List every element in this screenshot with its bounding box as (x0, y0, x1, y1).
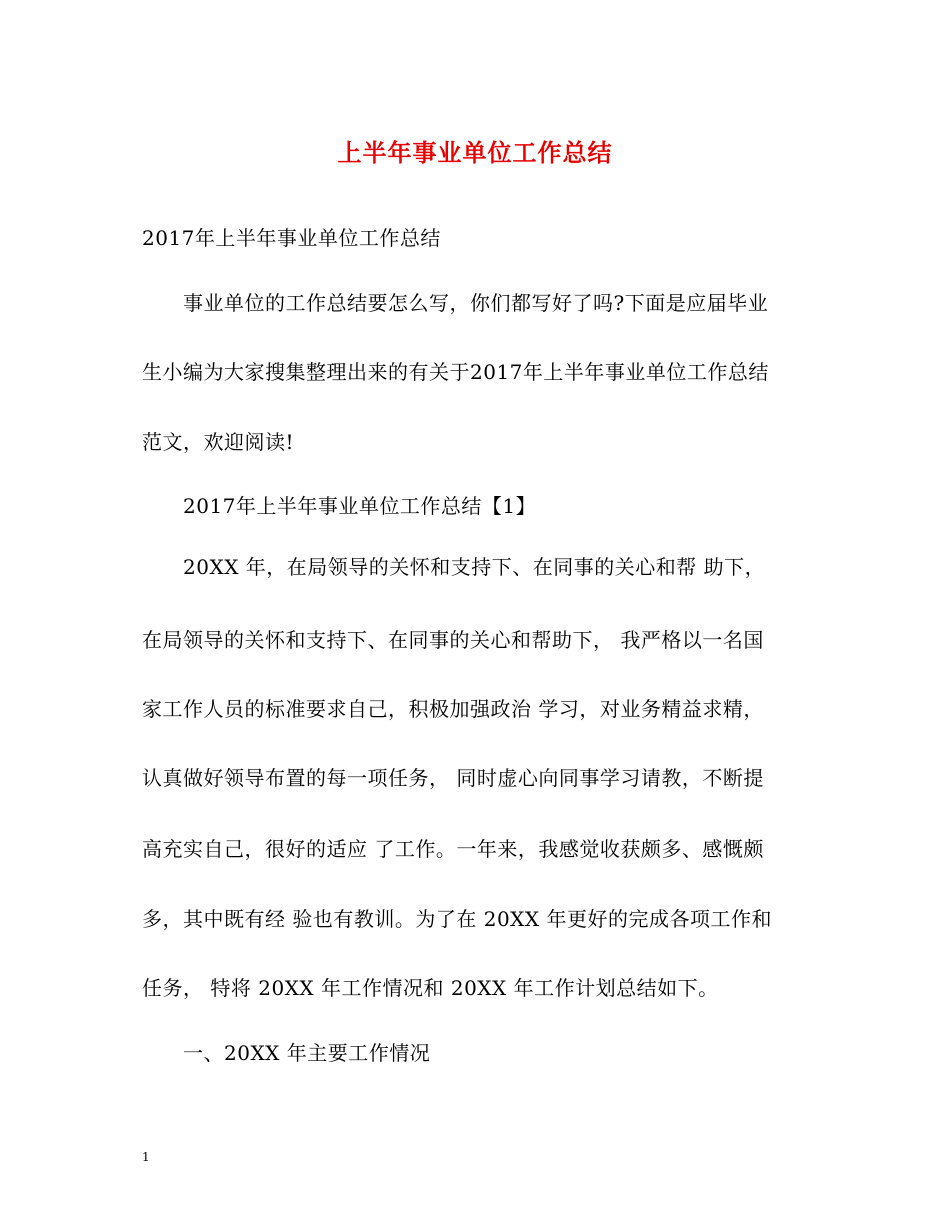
document-subtitle: 2017年上半年事业单位工作总结 (142, 226, 441, 250)
intro-line-1: 事业单位的工作总结要怎么写，你们都写好了吗?下面是应届毕业 (183, 291, 769, 315)
subsection-heading: 一、20XX 年主要工作情况 (183, 1041, 431, 1065)
section-heading: 2017年上半年事业单位工作总结【1】 (183, 494, 537, 518)
body-line-4: 认真做好领导布置的每一项任务， 同时虚心向同事学习请教，不断提 (142, 766, 764, 790)
body-line-7: 任务， 特将 20XX 年工作情况和 20XX 年工作计划总结如下。 (142, 976, 719, 1000)
intro-line-2: 生小编为大家搜集整理出来的有关于2017年上半年事业单位工作总结 (142, 360, 769, 384)
intro-line-3: 范文，欢迎阅读! (142, 430, 295, 454)
body-line-3: 家工作人员的标准要求自己，积极加强政治 学习，对业务精益求精， (142, 697, 764, 721)
document-title: 上半年事业单位工作总结 (337, 138, 613, 167)
body-line-1: 20XX 年，在局领导的关怀和支持下、在同事的关心和帮 助下， (183, 555, 766, 579)
page-number: 1 (142, 1150, 150, 1164)
body-line-5: 高充实自己，很好的适应 了工作。一年来，我感觉收获颇多、感慨颇 (142, 837, 764, 861)
body-line-6: 多，其中既有经 验也有教训。为了在 20XX 年更好的完成各项工作和 (142, 907, 772, 931)
body-line-2: 在局领导的关怀和支持下、在同事的关心和帮助下， 我严格以一名国 (142, 628, 764, 652)
